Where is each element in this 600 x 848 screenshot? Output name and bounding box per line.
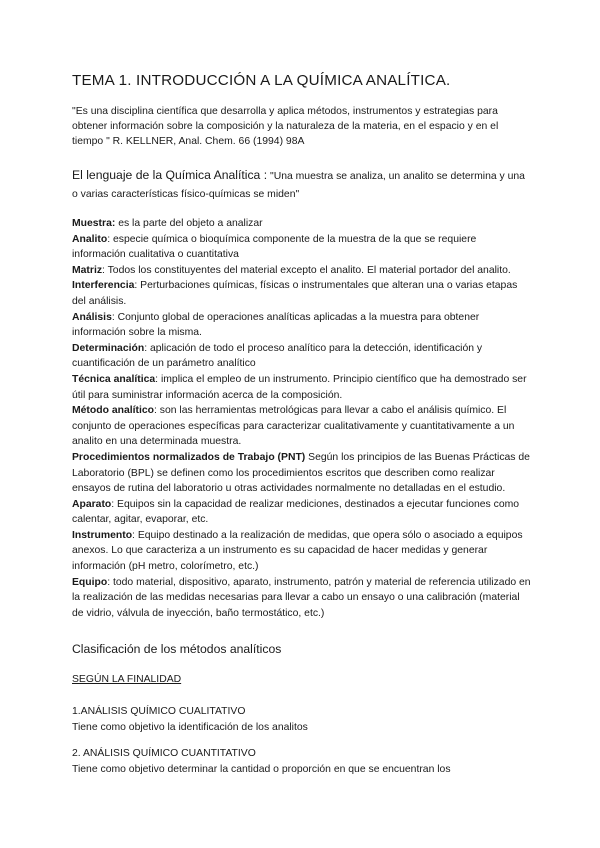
classification-heading: Clasificación de los métodos analíticos: [72, 642, 282, 656]
definition-term: Muestra:: [72, 218, 116, 229]
definition-text: : Perturbaciones químicas, físicas o instrumentales que alteran una o varias etapas del análisis.: [72, 280, 518, 307]
definition-text: : Todos los constituyentes del material excepto el analito. El material portador del analito.: [102, 264, 511, 276]
qualitative-section: [72, 704, 532, 735]
qualitative-text: Tiene como objetivo la identificación de los analitos: [72, 721, 308, 733]
definition-item: [72, 403, 532, 450]
definition-item: [72, 263, 532, 279]
definition-term: Analito: [72, 233, 108, 245]
language-lead: El lenguaje de la Química Analítica :: [72, 168, 268, 182]
definition-text: Según los principios de las Buenas Prácticas de Laboratorio (BPL) se definen como los procedimientos escritos que describen como realizar ensayos de rutina del laboratorio u otras actividades normalmente no detalladas en el estudio.: [72, 451, 530, 495]
language-statement: [72, 166, 532, 204]
definition-term: Interferencia: [72, 280, 135, 292]
definition-item: [72, 232, 532, 263]
definition-term: Análisis: [72, 311, 112, 323]
definition-item: [72, 372, 532, 403]
definition-term: Técnica analítica: [72, 373, 156, 385]
definition-term: Procedimientos normalizados de Trabajo (PNT): [72, 451, 306, 463]
definition-term: Equipo: [72, 576, 108, 588]
definition-text: : Equipo destinado a la realización de medidas, que opera sólo o asociado a equipos anexos. Lo que caracteriza a un instrumento es su capacidad de hacer medidas y generar información (pH metro, colorímetro, etc.): [72, 529, 523, 573]
definition-text: : implica el empleo de un instrumento. Principio científico que ha demostrado ser útil para suministrar información acerca de la composición.: [72, 373, 527, 401]
language-quote: "Una muestra se analiza, un analito se determina y una o varias características físico-químicas se miden": [72, 171, 525, 200]
definition-item: [72, 575, 532, 622]
definition-term: Método analítico: [72, 405, 154, 417]
definition-term: Matriz: [72, 264, 103, 276]
definition-item: [72, 528, 532, 575]
definition-text: : Equipos sin la capacidad de realizar mediciones, destinados a ejecutar funciones como calentar, agitar, evaporar, etc.: [72, 498, 520, 526]
definition-item: [72, 497, 532, 528]
quantitative-section: [72, 746, 532, 777]
definition-term: Aparato: [72, 498, 112, 510]
definition-text: : son las herramientas metrológicas para llevar a cabo el análisis químico. El conjunto de operaciones específicas para caracterizar cualitativamente y cuantitativamente a un analito en una determinada muestra.: [72, 405, 515, 448]
definition-text: : todo material, dispositivo, aparato, instrumento, patrón y material de referencia utilizado en la realización de las medidas necesarias para llevar a cabo un ensayo o una calibración (material de vidrio, válvula de inyección, baño termostático, etc.): [72, 576, 531, 619]
definition-text: es la parte del objeto a analizar: [115, 218, 263, 229]
definition-item: [72, 278, 532, 309]
definition-item: [72, 310, 532, 341]
qualitative-heading: 1.ANÁLISIS QUÍMICO CUALITATIVO: [72, 706, 246, 717]
definition-text: : Conjunto global de operaciones analíticas aplicadas a la muestra para obtener información sobre la misma.: [72, 311, 480, 339]
definition-text: : especie química o bioquímica componente de la muestra de la que se requiere información cualitativa o cuantitativa: [72, 233, 477, 261]
definition-item: [72, 450, 532, 497]
finalidad-subheading: SEGÚN LA FINALIDAD: [72, 674, 182, 685]
quantitative-heading: 2. ANÁLISIS QUÍMICO CUANTITATIVO: [72, 748, 256, 759]
definition-item: [72, 216, 532, 232]
definitions-list: [72, 216, 532, 621]
definition-text: : aplicación de todo el proceso analítico para la detección, identificación y cuantificación de un parámetro analítico: [72, 342, 483, 370]
kellner-quote: "Es una disciplina científica que desarrolla y aplica métodos, instrumentos y estrategias para obtener información sobre la composición y la naturaleza de la materia, en el espacio y en el tiempo " R. KELLNER, Anal. Chem. 66 (1994) 98A: [72, 106, 499, 148]
definition-item: [72, 341, 532, 372]
page-title: TEMA 1. INTRODUCCIÓN A LA QUÍMICA ANALÍTICA.: [72, 72, 451, 89]
definition-term: Instrumento: [72, 529, 133, 541]
quantitative-text: Tiene como objetivo determinar la cantidad o proporción en que se encuentran los: [72, 763, 451, 775]
definition-term: Determinación: [72, 342, 145, 354]
